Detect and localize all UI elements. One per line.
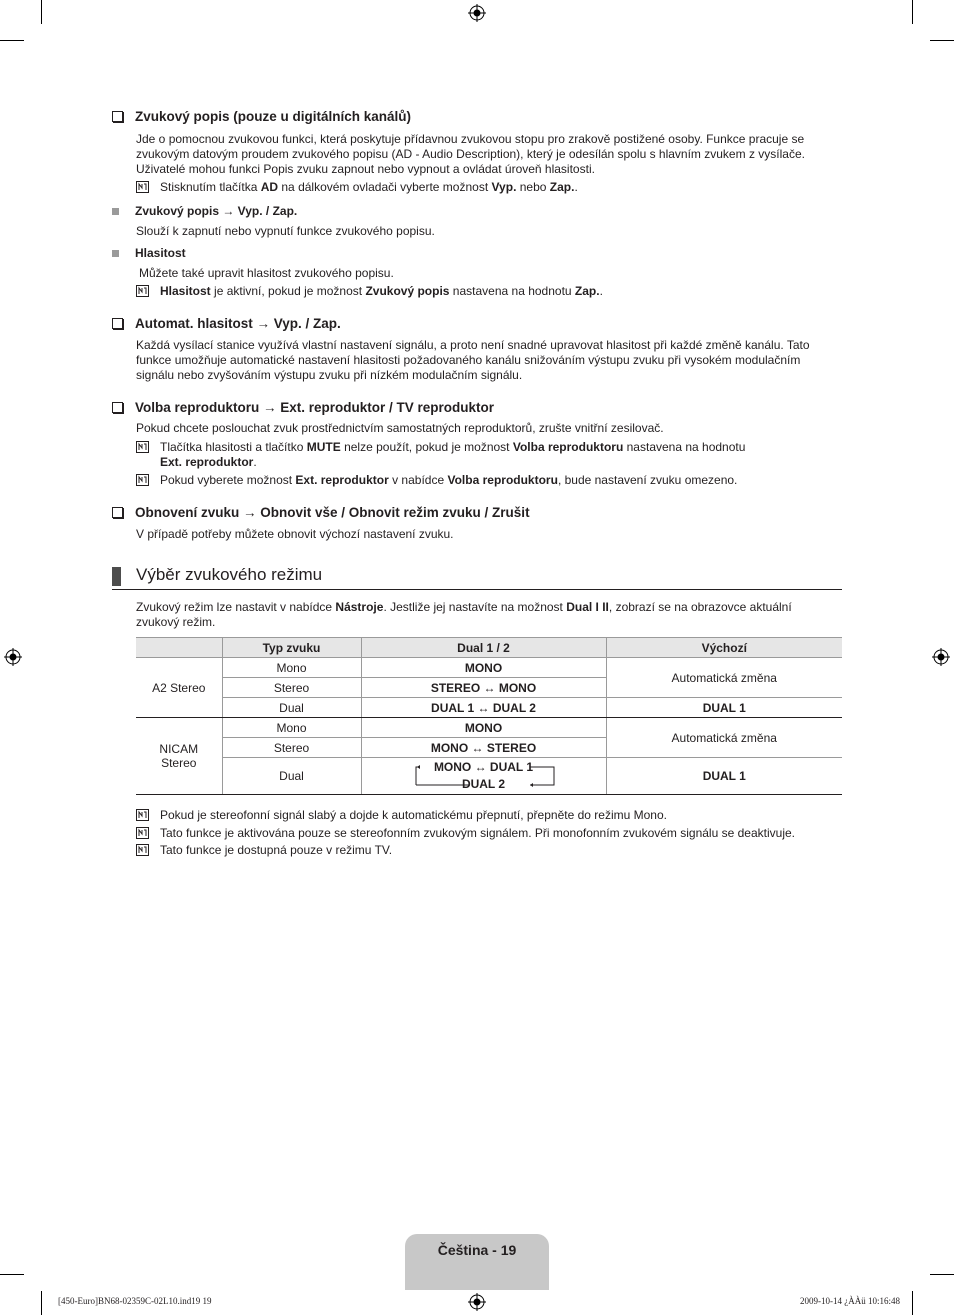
note: Pokud vyberete možnost Ext. reproduktor v nabídce Volba reproduktoru, bude nastavení zvuku omezeno. — [136, 473, 826, 488]
cycle-arrow-icon — [412, 765, 562, 787]
crop-mark — [930, 1274, 954, 1275]
page-number-tab: Čeština - 19 — [405, 1234, 549, 1290]
note-icon — [136, 181, 149, 193]
subsection-body: Slouží k zapnutí nebo vypnutí funkce zvukového popisu. — [136, 224, 435, 238]
subsection-body: Můžete také upravit hlasitost zvukového popisu. — [139, 266, 394, 280]
crop-mark — [0, 1274, 24, 1275]
note-icon — [136, 441, 149, 453]
note: Tlačítka hlasitosti a tlačítko MUTE nelze použít, pokud je možnost Volba reproduktoru nastavena na hodnotu Ext. reproduktor. — [136, 440, 826, 470]
note-icon — [136, 474, 149, 486]
crop-mark — [41, 1291, 42, 1315]
note-icon — [136, 285, 149, 297]
crop-mark — [912, 1291, 913, 1315]
print-imprint-left: [450-Euro]BN68-02359C-02L10.ind19 19 — [58, 1296, 212, 1306]
checkbox-bullet-icon — [112, 507, 123, 518]
table-row: NICAM Stereo Mono MONO Automatická změna — [136, 718, 842, 738]
heading-bar-icon — [112, 567, 121, 586]
note-icon — [136, 809, 149, 821]
note-icon — [136, 827, 149, 839]
section-title: Volba reproduktoru → Ext. reproduktor / TV reproduktor — [112, 400, 494, 415]
note-icon — [136, 844, 149, 856]
subsection-title: Hlasitost — [112, 246, 186, 260]
registration-mark-icon — [468, 1293, 486, 1311]
intro-text: Zvukový režim lze nastavit v nabídce Nástroje. Jestliže jej nastavíte na možnost Dual I II, zobrazí se na obrazovce aktuální zvukový režim. — [136, 600, 792, 630]
registration-mark-icon — [932, 648, 950, 666]
square-bullet-icon — [112, 208, 119, 215]
registration-mark-icon — [468, 4, 486, 22]
print-imprint-right: 2009-10-14 ¿ÀÀü 10:16:48 — [800, 1296, 900, 1306]
sound-mode-table — [136, 637, 842, 795]
checkbox-bullet-icon — [112, 318, 123, 329]
section-title: Automat. hlasitost → Vyp. / Zap. — [112, 316, 341, 331]
checkbox-bullet-icon — [112, 111, 123, 122]
table-row: Stereo MONO ↔ STEREO — [136, 738, 842, 758]
square-bullet-icon — [112, 250, 119, 257]
checkbox-bullet-icon — [112, 402, 123, 413]
section-body: V případě potřeby můžete obnovit výchozí nastavení zvuku. — [136, 527, 454, 541]
note: Tato funkce je dostupná pouze v režimu TV. — [136, 843, 826, 858]
crop-mark — [0, 40, 24, 41]
table-header: Typ zvuku Dual 1 / 2 Výchozí — [136, 638, 842, 658]
crop-mark — [912, 0, 913, 24]
note: Hlasitost je aktivní, pokud je možnost Zvukový popis nastavena na hodnotu Zap.. — [136, 284, 826, 299]
note: Tato funkce je aktivována pouze se stereofonním zvukovým signálem. Při monofonním zvukovém signálu se deaktivuje. — [136, 826, 826, 841]
registration-mark-icon — [4, 648, 22, 666]
chapter-heading: Výběr zvukového režimu — [112, 565, 842, 590]
crop-mark — [41, 0, 42, 24]
table-row: Stereo STEREO ↔ MONO — [136, 678, 842, 698]
table-row: A2 Stereo Mono MONO Automatická změna — [136, 658, 842, 678]
section-title: Obnovení zvuku → Obnovit vše / Obnovit režim zvuku / Zrušit — [112, 505, 530, 520]
subsection-title: Zvukový popis → Vyp. / Zap. — [112, 204, 297, 218]
section-body: Každá vysílací stanice využívá vlastní nastavení signálu, a proto není snadné upravovat hlasitost při každé změně kanálu. Tato funkce umožňuje automatické nastavení hlasitosti požadovaného kanálu snižováním výstupu zvuku při vysokém modulačním signálu nebo zvyšováním výstupu zvuku při nízkém modulačním signálu. — [136, 338, 810, 383]
note: Pokud je stereofonní signál slabý a dojde k automatickému přepnutí, přepněte do režimu Mono. — [136, 808, 826, 823]
table-row: Dual MONO ↔ DUAL 1 DUAL 2 DUAL 1 — [136, 758, 842, 795]
section-body: Jde o pomocnou zvukovou funkci, která poskytuje přídavnou zvukovou stopu pro zrakově postižené osoby. Funkce pracuje se zvukovým datovým proudem zvukového popisu (AD - Audio Description), který je odesílán spolu s hlavním zvukem z vysílače. Uživatelé mohou funkci Popis zvuku zapnout nebo vypnout a ovládat úroveň hlasitosti. — [136, 132, 805, 177]
note: Stisknutím tlačítka AD na dálkovém ovladači vyberte možnost Vyp. nebo Zap.. — [136, 180, 826, 195]
crop-mark — [930, 40, 954, 41]
table-row: Dual DUAL 1 ↔ DUAL 2 DUAL 1 — [136, 698, 842, 718]
section-body: Pokud chcete poslouchat zvuk prostřednictvím samostatných reproduktorů, zrušte vnitřní zesilovač. — [136, 421, 664, 435]
section-title: Zvukový popis (pouze u digitálních kanálů) — [112, 109, 411, 124]
